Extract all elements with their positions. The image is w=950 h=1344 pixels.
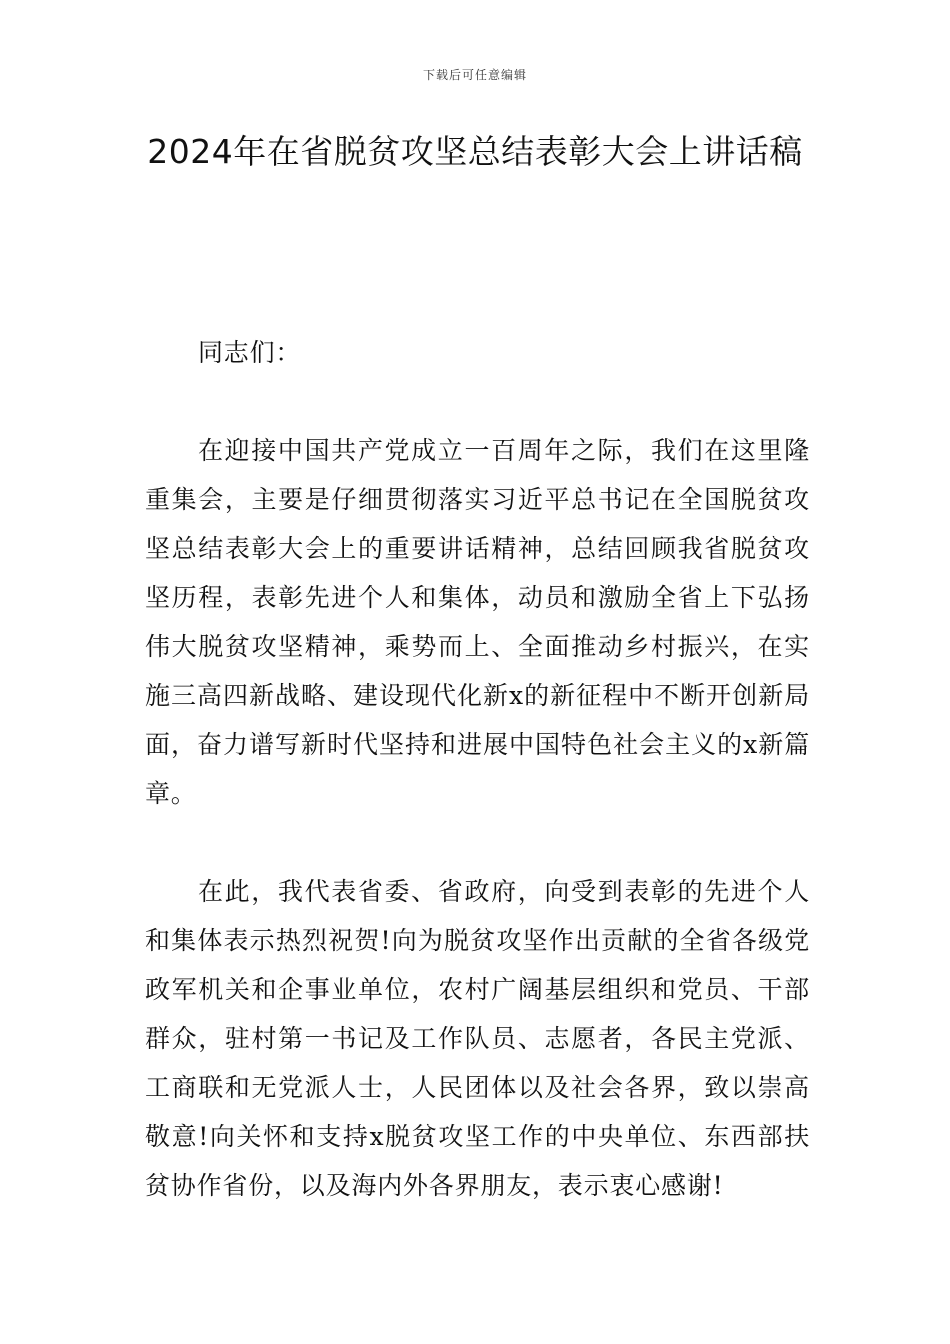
paragraph-1: 在迎接中国共产党成立一百周年之际，我们在这里隆重集会，主要是仔细贯彻落实习近平总书记在全国脱贫攻坚总结表彰大会上的重要讲话精神，总结回顾我省脱贫攻坚历程，表彰先进个人和集体，动员和激励全省上下弘扬伟大脱贫攻坚精神，乘势而上、全面推动乡村振兴，在实施三高四新战略、建设现代化新x的新征程中不断开创新局面，奋力谱写新时代坚持和进展中国特色社会主义的x新篇章。 — [145, 436, 810, 808]
document-title: 2024年在省脱贫攻坚总结表彰大会上讲话稿 — [147, 132, 803, 171]
header-note: 下载后可任意编辑 — [422, 68, 527, 82]
document-body — [145, 328, 810, 1210]
greeting: 同志们： — [198, 338, 302, 367]
paragraph-2: 在此，我代表省委、省政府，向受到表彰的先进个人和集体表示热烈祝贺!向为脱贫攻坚作出贡献的全省各级党政军机关和企事业单位，农村广阔基层组织和党员、干部群众，驻村第一书记及工作队员、志愿者，各民主党派、工商联和无党派人士，人民团体以及社会各界，致以崇高敬意!向关怀和支持x脱贫攻坚工作的中央单位、东西部扶贫协作省份，以及海内外各界朋友，表示衷心感谢! — [145, 877, 810, 1200]
